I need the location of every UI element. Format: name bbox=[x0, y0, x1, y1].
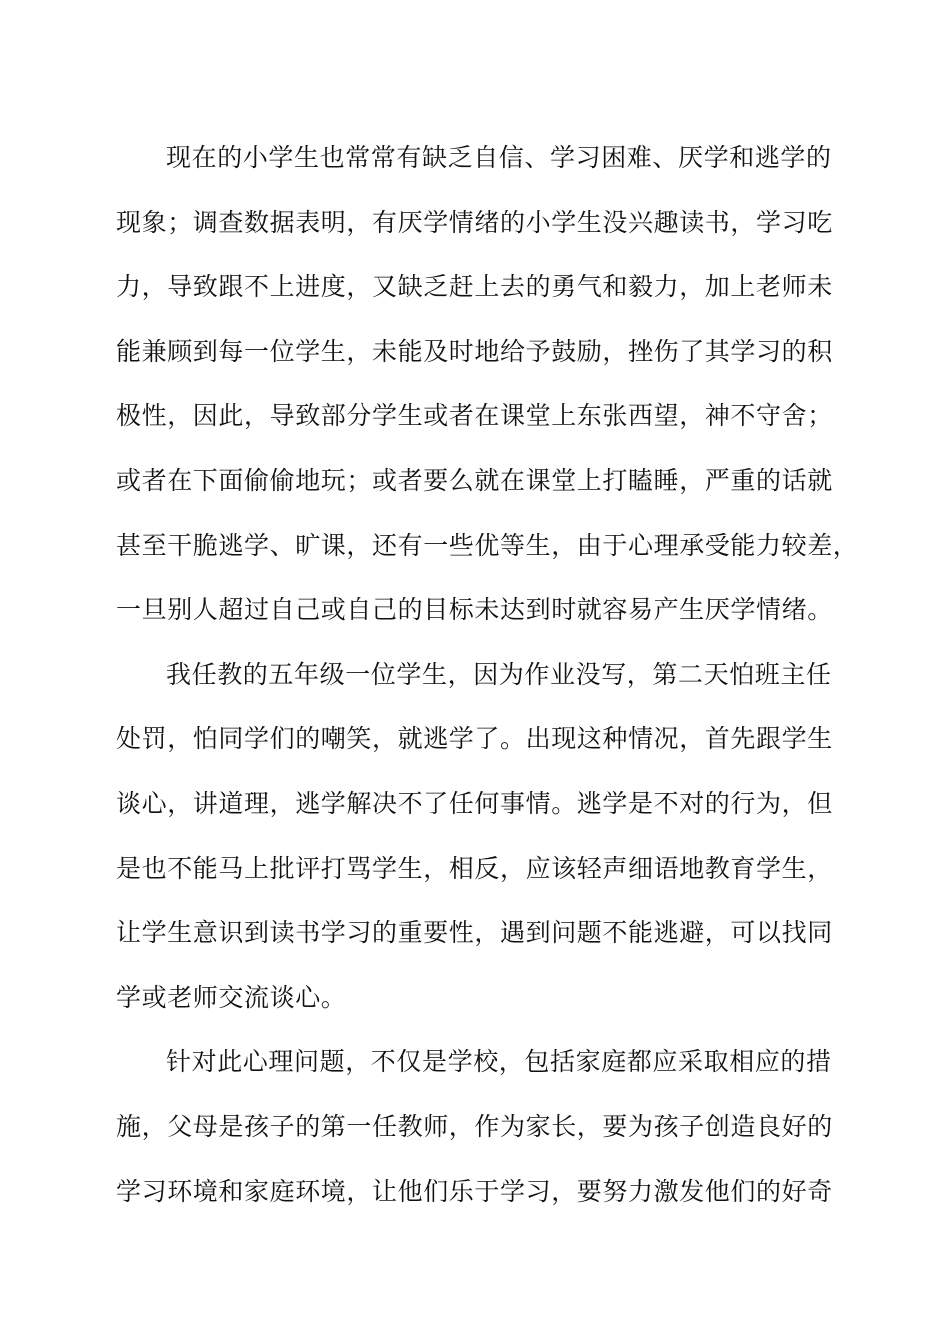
paragraph-line: 我任教的五年级一位学生，因为作业没写，第二天怕班主任 bbox=[166, 659, 832, 689]
paragraph-1 bbox=[116, 126, 859, 643]
paragraph-2 bbox=[116, 643, 856, 1031]
paragraph-line: 一旦别人超过自己或自己的目标未达到时就容易产生厌学情绪。 bbox=[116, 595, 833, 625]
paragraph-line: 学习环境和家庭环境，让他们乐于学习，要努力激发他们的好奇 bbox=[116, 1176, 833, 1206]
paragraph-line: 现象；调查数据表明，有厌学情绪的小学生没兴趣读书，学习吃 bbox=[116, 207, 833, 237]
paragraph-line: 是也不能马上批评打骂学生，相反，应该轻声细语地教育学生， bbox=[116, 853, 833, 883]
paragraph-line: 施，父母是孩子的第一任教师，作为家长，要为孩子创造良好的 bbox=[116, 1111, 833, 1141]
paragraph-line: 能兼顾到每一位学生，未能及时地给予鼓励，挫伤了其学习的积 bbox=[116, 336, 833, 366]
paragraph-line: 学或老师交流谈心。 bbox=[116, 982, 347, 1012]
document-body bbox=[116, 126, 859, 1224]
paragraph-line: 处罚，怕同学们的嘲笑，就逃学了。出现这种情况，首先跟学生 bbox=[116, 724, 833, 754]
paragraph-line: 针对此心理问题，不仅是学校，包括家庭都应采取相应的措 bbox=[166, 1047, 832, 1077]
paragraph-line: 让学生意识到读书学习的重要性，遇到问题不能逃避，可以找同 bbox=[116, 918, 833, 948]
paragraph-line: 力，导致跟不上进度，又缺乏赶上去的勇气和毅力，加上老师未 bbox=[116, 272, 833, 302]
paragraph-line: 谈心，讲道理，逃学解决不了任何事情。逃学是不对的行为，但 bbox=[116, 788, 833, 818]
paragraph-line: 甚至干脆逃学、旷课，还有一些优等生，由于心理承受能力较差， bbox=[116, 530, 859, 560]
paragraph-3 bbox=[116, 1030, 856, 1224]
paragraph-line: 极性，因此，导致部分学生或者在课堂上东张西望，神不守舍； bbox=[116, 401, 833, 431]
paragraph-line: 或者在下面偷偷地玩；或者要么就在课堂上打瞌睡，严重的话就 bbox=[116, 465, 833, 495]
paragraph-line: 现在的小学生也常常有缺乏自信、学习困难、厌学和逃学的 bbox=[166, 143, 832, 172]
